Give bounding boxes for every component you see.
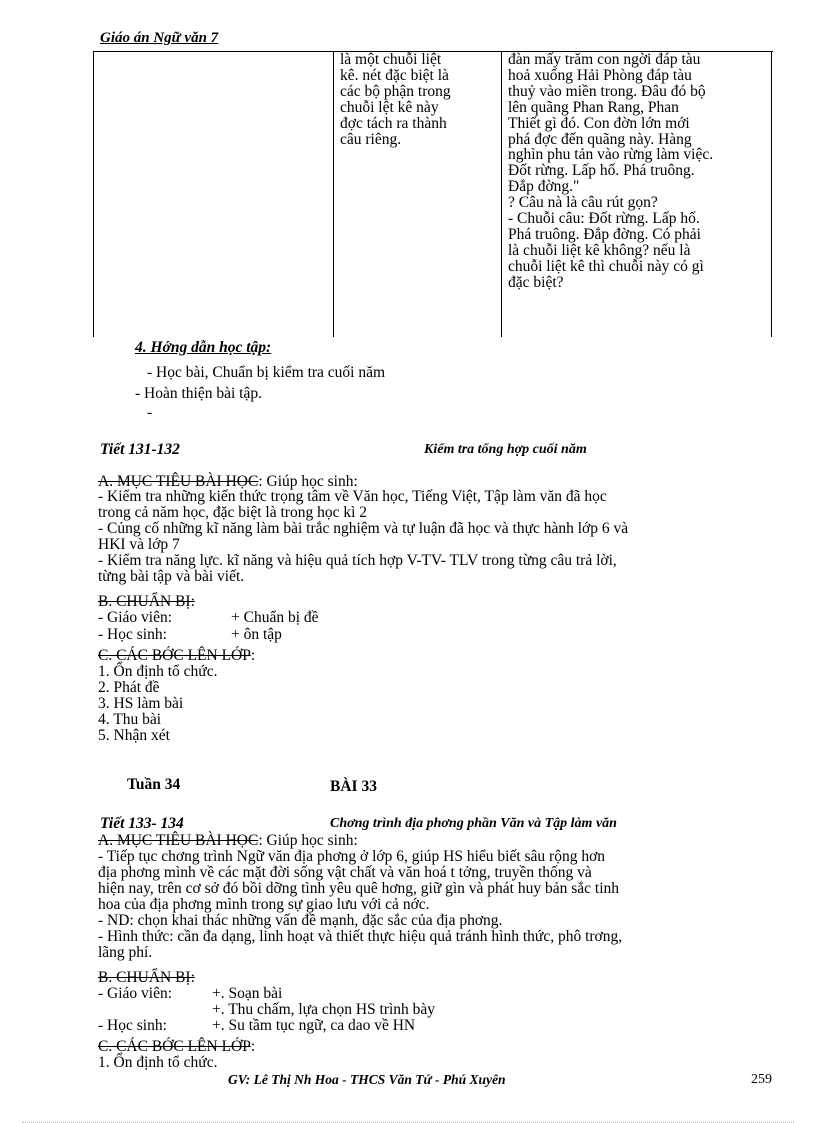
objective-line: trong cả năm học, đặc biệt là trong học kì 2	[98, 504, 368, 521]
table-cell-line: kê. nét đặc biệt là	[340, 66, 449, 84]
lesson-title: Chơng trình địa phơng phần Văn và Tập làm văn	[330, 816, 617, 831]
prep-row-teacher-label: - Giáo viên:	[98, 985, 173, 1002]
table-cell-line: thuỷ vào miền trong. Đâu đó bộ	[508, 82, 706, 100]
objective-line: - Tiếp tục chơng trình Ngữ văn địa phơng ở lớp 6, giúp HS hiểu biết sâu rộng hơn	[98, 848, 606, 865]
procedure-step: 1. Ổn định tổ chức.	[98, 663, 218, 680]
prep-row-teacher-value: + Chuẩn bị đề	[231, 609, 319, 626]
table-cell-line: ? Câu nà là câu rút gọn?	[508, 194, 658, 212]
objective-line: lãng phí.	[98, 944, 153, 961]
procedure-step: 1. Ổn định tổ chức.	[98, 1054, 218, 1071]
table-cell-right	[508, 52, 764, 291]
procedure-step: 2. Phát đề	[98, 679, 160, 696]
table-cell-line: nghìn phu tản vào rừng làm việc.	[508, 146, 714, 164]
study-guide-item: - Hoàn thiện bài tập.	[135, 385, 262, 402]
table-cell-line: câu riêng.	[340, 130, 402, 148]
lesson-title: Kiểm tra tổng hợp cuối năm	[424, 442, 587, 457]
table-cell-line: - Chuỗi câu: Đốt rừng. Lấp hố.	[508, 210, 700, 228]
lesson-code: Tiết 133- 134	[100, 815, 184, 832]
table-cell-line: Đốt rừng. Lấp hố. Phá truông.	[508, 162, 695, 180]
prep-row-student-value: +. Su tầm tục ngữ, ca dao về HN	[212, 1017, 416, 1034]
objective-line: hoa của địa phơng mình trong sự giao lưu với cả nớc.	[98, 896, 430, 913]
procedure-step: 5. Nhận xét	[98, 727, 170, 744]
table-cell-line: lên quãng Phan Rang, Phan	[508, 98, 679, 116]
study-guide-heading: 4. Hớng dẫn học tập:	[135, 339, 272, 356]
objective-line: - ND: chọn khai thác những vấn đề mạnh, đặc sắc của địa phơng.	[98, 912, 503, 929]
table-cell-line: đợc tách ra thành	[340, 114, 447, 132]
section-c-list	[98, 1055, 217, 1071]
objective-line: hiện nay, trên cơ sở đó bồi dỡng tình yêu quê hơng, giữ gìn và phát huy bản sắc tinh	[98, 880, 620, 897]
footer-author: GV: Lê Thị Nh Hoa - THCS Văn Tứ - Phú Xuyên	[228, 1072, 506, 1087]
footer-page-number: 259	[751, 1072, 772, 1087]
section-a-heading: A. MỤC TIÊU BÀI HỌC: Giúp học sinh:	[98, 832, 358, 849]
table-cell-line: đặc biệt?	[508, 273, 564, 291]
table-cell-line: chuỗi liệt kê thì chuỗi này có gì	[508, 257, 704, 275]
week-label: Tuần 34	[127, 776, 181, 793]
table-cell-line: chuỗi lệt kê này	[340, 98, 439, 116]
table-cell-middle	[340, 52, 494, 147]
section-c-list	[98, 664, 217, 744]
table-cell-line: Phá truông. Đắp đờng. Có phải	[508, 225, 701, 243]
prep-row-student-label: - Học sinh:	[98, 626, 167, 643]
table-cell-line: là chuỗi liệt kê không? nếu là	[508, 241, 691, 259]
section-c-heading: C. CÁC BỚC LÊN LỚP:	[98, 647, 256, 664]
section-a-body	[98, 489, 773, 585]
table-divider-1	[333, 51, 334, 337]
table-cell-line: hoả xuống Hải Phòng đáp tàu	[508, 66, 692, 84]
table-cell-line: là một chuỗi liệt	[340, 51, 442, 68]
procedure-step: 4. Thu bài	[98, 711, 161, 728]
objective-line: - Kiểm tra những kiến thức trọng tâm về Văn học, Tiếng Việt, Tập làm văn đã học	[98, 488, 607, 505]
week-lesson: BÀI 33	[330, 778, 377, 795]
procedure-step: 3. HS làm bài	[98, 695, 184, 712]
table-cell-line: Thiết gì đó. Con đờn lớn mới	[508, 114, 690, 132]
table-right-border	[771, 51, 772, 337]
table-divider-2	[501, 51, 502, 337]
table-cell-line: các bộ phận trong	[340, 82, 451, 100]
objective-line: - Hình thức: cần đa dạng, linh hoạt và thiết thực hiệu quả tránh hình thức, phô trơng,	[98, 928, 623, 945]
objective-line: địa phơng mình về các mặt đời sống vật chất và văn hoá t tởng, truyền thống và	[98, 864, 592, 881]
section-a-body	[98, 849, 762, 961]
page-header-title: Giáo án Ngữ văn 7	[100, 30, 219, 46]
objective-line: - Kiểm tra năng lực. kĩ năng và hiệu quả tích hợp V-TV- TLV trong từng câu trả lời,	[98, 552, 617, 569]
section-c-heading: C. CÁC BỚC LÊN LỚP:	[98, 1038, 256, 1055]
prep-row-teacher-value-2: +. Thu chấm, lựa chọn HS trình bày	[212, 1001, 436, 1018]
table-cell-line: phá đợc đến quãng này. Hàng	[508, 130, 692, 148]
section-a-heading: A. MỤC TIÊU BÀI HỌC: Giúp học sinh:	[98, 473, 358, 490]
objective-line: - Củng cố những kĩ năng làm bài trắc nghiệm và tự luận đã học và thực hành lớp 6 và	[98, 520, 629, 537]
study-guide-item: - Học bài, Chuẩn bị kiểm tra cuối năm	[147, 364, 386, 381]
lesson-code: Tiết 131-132	[100, 441, 180, 458]
prep-row-teacher-label: - Giáo viên:	[98, 609, 173, 626]
table-cell-line: Đắp đờng."	[508, 178, 580, 196]
prep-row-student-value: + ôn tập	[231, 626, 282, 643]
study-guide-item: -	[147, 404, 153, 421]
table-cell-line: đàn mấy trăm con ngời đáp tàu	[508, 51, 701, 68]
section-b-heading: B. CHUẨN BỊ:	[98, 969, 195, 986]
prep-row-teacher-value: +. Soạn bài	[212, 985, 283, 1002]
section-b-heading: B. CHUẨN BỊ:	[98, 593, 195, 610]
objective-line: từng bài tập và bài viết.	[98, 568, 245, 585]
table-left-border	[93, 51, 94, 337]
objective-line: HKI và lớp 7	[98, 536, 180, 553]
prep-row-student-label: - Học sinh:	[98, 1017, 167, 1034]
